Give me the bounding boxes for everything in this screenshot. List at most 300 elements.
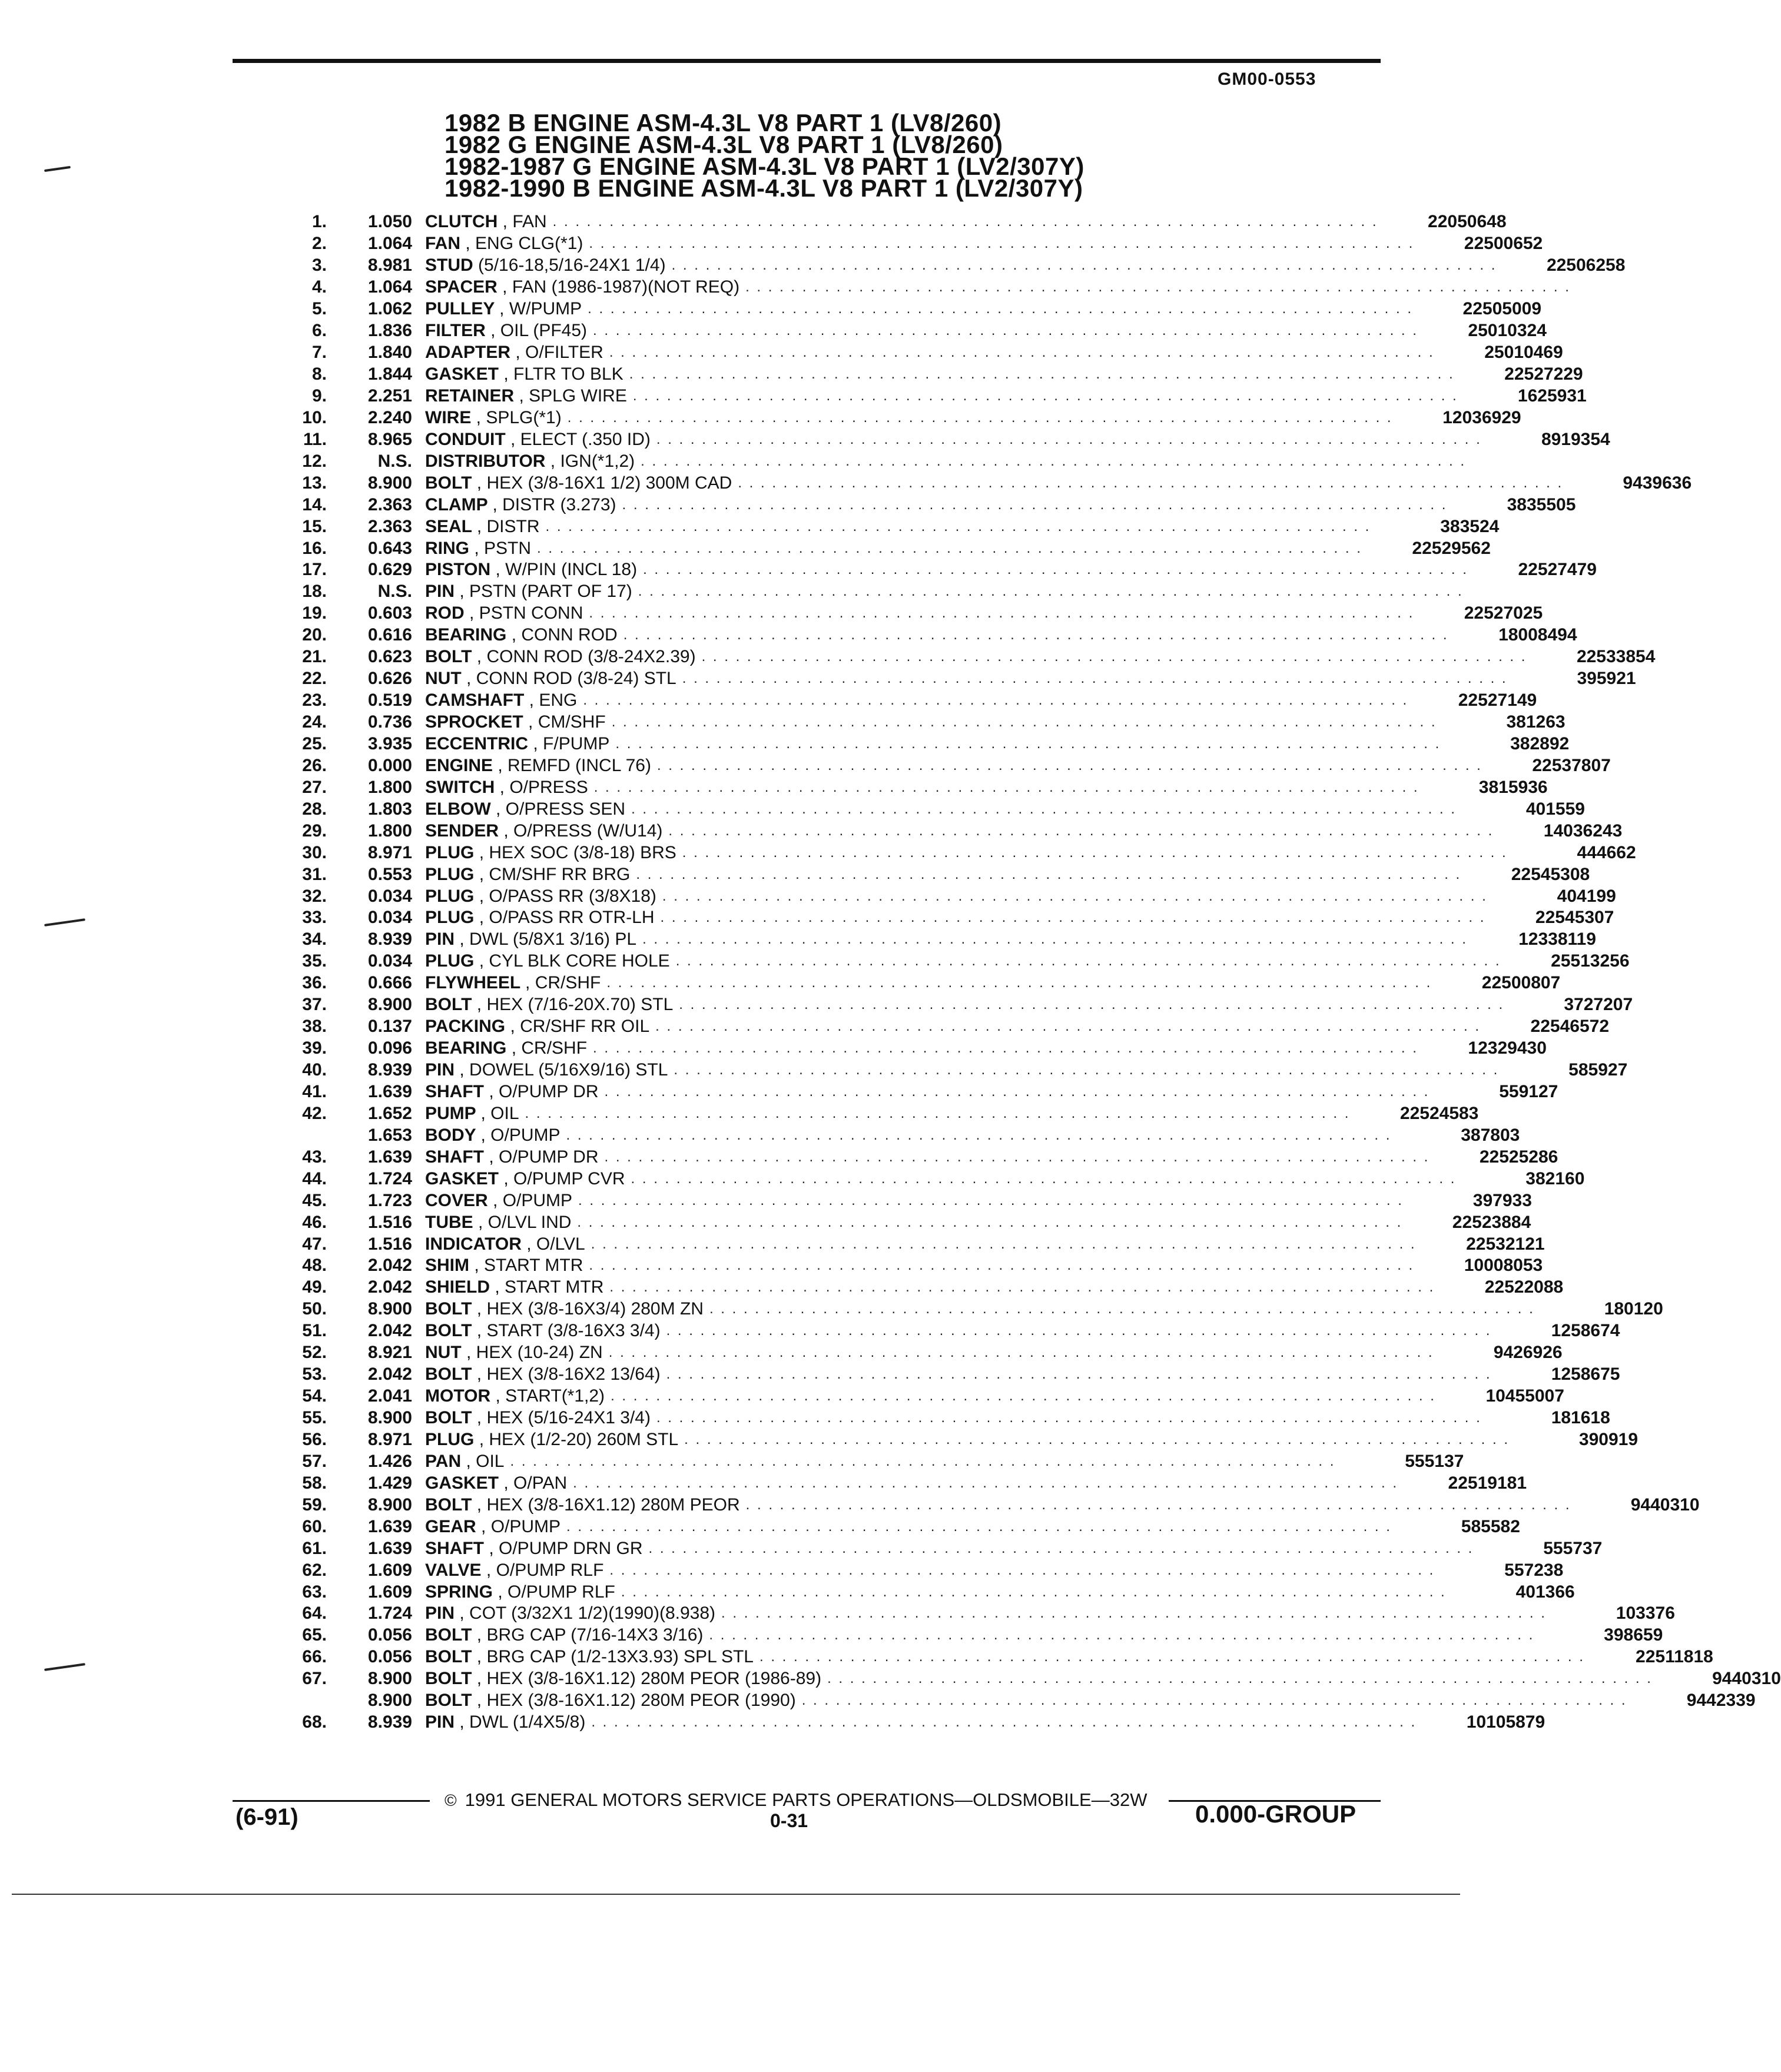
dot-leader: . . . . . . . . . . . . . . . . . . . . . . . . . . . . . . . . . . . . . . . . . . . . . . . . . . . . . . . . . . . . . . . . . . . . . . . . . (679, 997, 1505, 1013)
parts-row (259, 625, 1577, 646)
part-name: PLUG (425, 951, 475, 971)
part-number: 3727207 (1564, 995, 1633, 1015)
parts-row (259, 646, 1656, 668)
dot-leader: . . . . . . . . . . . . . . . . . . . . . . . . . . . . . . . . . . . . . . . . . . . . . . . . . . . . . . . . . . . . . . . . . . . . . . . . . (606, 975, 1432, 991)
part-number: 401559 (1525, 799, 1585, 819)
part-description (425, 1625, 703, 1645)
ref-number: 6. (311, 321, 327, 341)
group-number: 1.064 (367, 277, 412, 297)
part-description (425, 1603, 715, 1623)
ref-number: 51. (302, 1321, 327, 1341)
ref-number: 12. (302, 451, 327, 471)
group-number: 2.042 (367, 1364, 412, 1384)
page-title: 1982-1987 G ENGINE ASM-4.3L V8 PART 1 (LV2/307Y) (445, 152, 1084, 180)
part-name: GASKET (425, 1473, 499, 1493)
part-detail: , HEX (3/8-16X3/4) 280M ZN (476, 1299, 704, 1319)
part-number: 8919354 (1541, 429, 1610, 449)
group-number: 0.000 (367, 755, 412, 775)
group-number: 2.042 (367, 1256, 412, 1276)
part-number: 390919 (1578, 1429, 1639, 1449)
group-number: N.S. (377, 582, 412, 602)
ref-number: 25. (302, 733, 327, 753)
dot-leader: . . . . . . . . . . . . . . . . . . . . . . . . . . . . . . . . . . . . . . . . . . . . . . . . . . . . . . . . . . . . . . . . . . . . . . . . . (623, 627, 1449, 643)
part-name: PLUG (425, 908, 475, 928)
dot-leader: . . . . . . . . . . . . . . . . . . . . . . . . . . . . . . . . . . . . . . . . . . . . . . . . . . . . . . . . . . . . . . . . . . . . . . . . . (666, 1323, 1492, 1339)
dot-leader: . . . . . . . . . . . . . . . . . . . . . . . . . . . . . . . . . . . . . . . . . . . . . . . . . . . . . . . . . . . . . . . . . . . . . . . . . (545, 518, 1371, 534)
parts-row (259, 211, 1507, 233)
part-description (425, 821, 662, 841)
part-description (425, 1104, 519, 1124)
dot-leader: . . . . . . . . . . . . . . . . . . . . . . . . . . . . . . . . . . . . . . . . . . . . . . . . . . . . . . . . . . . . . . . . . . . . . . . . . (656, 757, 1482, 773)
parts-row (259, 407, 1521, 429)
parts-row (259, 1320, 1620, 1342)
group-number: 1.064 (367, 234, 412, 254)
ref-number: 53. (302, 1364, 327, 1384)
dot-leader: . . . . . . . . . . . . . . . . . . . . . . . . . . . . . . . . . . . . . . . . . . . . . . . . . . . . . . . . . . . . . . . . . . . . . . . . . (609, 1562, 1435, 1578)
part-number: 12329430 (1468, 1038, 1547, 1058)
part-number: 22527149 (1458, 690, 1537, 710)
part-number: 404199 (1557, 886, 1616, 906)
ref-number: 37. (302, 995, 327, 1015)
part-description (425, 603, 583, 623)
part-description (425, 1691, 796, 1711)
part-number: 181618 (1551, 1408, 1610, 1428)
group-number: 8.939 (367, 929, 412, 949)
group-number: 2.363 (367, 494, 412, 514)
part-number: 382160 (1525, 1168, 1585, 1188)
group-number: 1.836 (367, 321, 412, 341)
part-description (425, 1386, 605, 1406)
part-name: ECCENTRIC (425, 733, 529, 753)
scan-mark (44, 1663, 85, 1671)
part-description (425, 712, 606, 732)
group-number: 8.921 (367, 1343, 412, 1363)
part-name: GASKET (425, 364, 499, 384)
part-description (425, 1147, 598, 1167)
parts-row (259, 1277, 1564, 1299)
parts-row (259, 733, 1570, 755)
ref-number: 4. (311, 277, 327, 297)
part-description (425, 539, 531, 559)
dot-leader: . . . . . . . . . . . . . . . . . . . . . . . . . . . . . . . . . . . . . . . . . . . . . . . . . . . . . . . . . . . . . . . . . . . . . . . . . (589, 1257, 1415, 1274)
ref-number: 19. (302, 603, 327, 623)
part-detail: , O/PAN (503, 1473, 568, 1493)
part-name: BOLT (425, 1495, 472, 1515)
part-description (425, 1495, 740, 1515)
part-name: PULLEY (425, 299, 495, 319)
part-detail: , PSTN (474, 538, 532, 558)
parts-row (259, 1668, 1781, 1690)
dot-leader: . . . . . . . . . . . . . . . . . . . . . . . . . . . . . . . . . . . . . . . . . . . . . . . . . . . . . . . . . . . . . . . . . . . . . . . . . (642, 931, 1468, 948)
dot-leader: . . . . . . . . . . . . . . . . . . . . . . . . . . . . . . . . . . . . . . . . . . . . . . . . . . . . . . . . . . . . . . . . . . . . . . . . . (593, 1040, 1418, 1057)
part-number: 22519181 (1448, 1473, 1527, 1493)
part-detail: , OIL (466, 1451, 505, 1471)
part-name: COVER (425, 1190, 488, 1210)
ref-number: 22. (302, 669, 327, 689)
parts-row (259, 581, 1464, 603)
part-detail: , O/FILTER (515, 343, 603, 363)
parts-row (259, 1690, 1756, 1712)
parts-row (259, 386, 1587, 407)
group-number: 1.652 (367, 1103, 412, 1123)
part-name: PIN (425, 1060, 455, 1080)
part-number: 22545307 (1535, 908, 1614, 928)
dot-leader: . . . . . . . . . . . . . . . . . . . . . . . . . . . . . . . . . . . . . . . . . . . . . . . . . . . . . . . . . . . . . . . . . . . . . . . . . (552, 214, 1378, 230)
ref-number: 67. (302, 1669, 327, 1689)
part-description (425, 517, 539, 537)
part-description (425, 364, 623, 384)
part-detail: , DISTR (476, 516, 540, 536)
part-detail: , BRG CAP (7/16-14X3 3/16) (476, 1625, 704, 1645)
group-number: 2.251 (367, 386, 412, 406)
part-number: 22527479 (1518, 560, 1597, 580)
part-name: MOTOR (425, 1386, 491, 1406)
part-detail: , START (3/8-16X3 3/4) (476, 1321, 661, 1341)
parts-row (259, 864, 1590, 885)
part-detail: , BRG CAP (1/2-13X3.93) SPL STL (476, 1647, 754, 1667)
dot-leader: . . . . . . . . . . . . . . . . . . . . . . . . . . . . . . . . . . . . . . . . . . . . . . . . . . . . . . . . . . . . . . . . . . . . . . . . . (709, 1301, 1535, 1317)
parts-row (259, 537, 1491, 559)
ref-number: 32. (302, 886, 327, 906)
dot-leader: . . . . . . . . . . . . . . . . . . . . . . . . . . . . . . . . . . . . . . . . . . . . . . . . . . . . . . . . . . . . . . . . . . . . . . . . . (632, 387, 1458, 404)
parts-row (259, 1516, 1520, 1538)
dot-leader: . . . . . . . . . . . . . . . . . . . . . . . . . . . . . . . . . . . . . . . . . . . . . . . . . . . . . . . . . . . . . . . . . . . . . . . . . (666, 1366, 1492, 1383)
group-number: 0.643 (367, 538, 412, 558)
part-name: FAN (425, 234, 460, 254)
dot-leader: . . . . . . . . . . . . . . . . . . . . . . . . . . . . . . . . . . . . . . . . . . . . . . . . . . . . . . . . . . . . . . . . . . . . . . . . . (641, 453, 1467, 469)
part-name: ADAPTER (425, 343, 511, 363)
part-detail: , O/PASS RR OTR-LH (479, 908, 655, 928)
part-name: BEARING (425, 1038, 507, 1058)
dot-leader: . . . . . . . . . . . . . . . . . . . . . . . . . . . . . . . . . . . . . . . . . . . . . . . . . . . . . . . . . . . . . . . . . . . . . . . . . (662, 888, 1488, 904)
group-number: 1.516 (367, 1234, 412, 1254)
part-name: PLUG (425, 886, 475, 906)
dot-leader: . . . . . . . . . . . . . . . . . . . . . . . . . . . . . . . . . . . . . . . . . . . . . . . . . . . . . . . . . . . . . . . . . . . . . . . . . (609, 344, 1435, 361)
part-description (425, 865, 630, 885)
parts-row (259, 755, 1611, 776)
part-name: BOLT (425, 1364, 472, 1384)
dot-leader: . . . . . . . . . . . . . . . . . . . . . . . . . . . . . . . . . . . . . . . . . . . . . . . . . . . . . . . . . . . . . . . . . . . . . . . . . (621, 1583, 1447, 1600)
part-detail: , CONN ROD (3/8-24) STL (466, 669, 676, 689)
part-description (425, 408, 562, 428)
part-name: BEARING (425, 625, 507, 645)
part-detail: , DISTR (3.273) (492, 494, 616, 514)
part-name: SEAL (425, 516, 472, 536)
part-detail: , IGN(*1,2) (550, 451, 635, 471)
part-name: PUMP (425, 1103, 476, 1123)
part-number: 383524 (1440, 516, 1500, 536)
part-description (425, 669, 676, 689)
parts-row (259, 820, 1623, 842)
part-description (425, 1060, 668, 1080)
part-number: 585927 (1568, 1060, 1628, 1080)
part-detail: , CYL BLK CORE HOLE (479, 951, 670, 971)
part-description (425, 647, 696, 667)
ref-number: 11. (303, 429, 327, 449)
ref-number: 43. (302, 1147, 327, 1167)
scan-mark (44, 166, 71, 172)
part-description (425, 299, 582, 319)
part-name: BOLT (425, 1299, 472, 1319)
part-number: 18008494 (1498, 625, 1577, 645)
ref-number: 1. (311, 212, 327, 232)
ref-number: 49. (302, 1277, 327, 1297)
dot-leader: . . . . . . . . . . . . . . . . . . . . . . . . . . . . . . . . . . . . . . . . . . . . . . . . . . . . . . . . . . . . . . . . . . . . . . . . . (827, 1671, 1653, 1687)
ref-number: 24. (302, 712, 327, 732)
part-description (425, 1430, 678, 1450)
dot-leader: . . . . . . . . . . . . . . . . . . . . . . . . . . . . . . . . . . . . . . . . . . . . . . . . . . . . . . . . . . . . . . . . . . . . . . . . . (604, 1083, 1430, 1100)
ref-number: 26. (302, 755, 327, 775)
ref-number: 61. (302, 1538, 327, 1558)
dot-leader: . . . . . . . . . . . . . . . . . . . . . . . . . . . . . . . . . . . . . . . . . . . . . . . . . . . . . . . . . . . . . . . . . . . . . . . . . (648, 1540, 1474, 1556)
ref-number: 60. (302, 1516, 327, 1536)
part-number: 22050648 (1428, 212, 1507, 232)
part-description (425, 995, 673, 1015)
parts-row (259, 559, 1597, 581)
group-number: 2.042 (367, 1321, 412, 1341)
footer-group: 0.000-GROUP (1195, 1800, 1357, 1828)
ref-number: 58. (302, 1473, 327, 1493)
part-number: 10008053 (1464, 1256, 1543, 1276)
part-description (425, 1343, 603, 1363)
ref-number: 38. (302, 1017, 327, 1037)
dot-leader: . . . . . . . . . . . . . . . . . . . . . . . . . . . . . . . . . . . . . . . . . . . . . . . . . . . . . . . . . . . . . . . . . . . . . . . . . (591, 1236, 1417, 1252)
parts-row (259, 429, 1610, 450)
group-number: 1.723 (367, 1190, 412, 1210)
part-name: RING (425, 538, 469, 558)
part-name: SHIELD (425, 1277, 490, 1297)
page-titles (445, 109, 1084, 202)
parts-row (259, 1124, 1520, 1146)
part-name: SHAFT (425, 1081, 484, 1101)
dot-leader: . . . . . . . . . . . . . . . . . . . . . . . . . . . . . . . . . . . . . . . . . . . . . . . . . . . . . . . . . . . . . . . . . . . . . . . . . (709, 1627, 1535, 1643)
part-name: CONDUIT (425, 429, 506, 449)
part-description (425, 799, 625, 819)
group-number: 0.616 (367, 625, 412, 645)
parts-row (259, 450, 1467, 472)
group-number: 0.034 (367, 951, 412, 971)
dot-leader: . . . . . . . . . . . . . . . . . . . . . . . . . . . . . . . . . . . . . . . . . . . . . . . . . . . . . . . . . . . . . . . . . . . . . . . . . (656, 1410, 1482, 1426)
group-number: 8.900 (367, 1669, 412, 1689)
dot-leader: . . . . . . . . . . . . . . . . . . . . . . . . . . . . . . . . . . . . . . . . . . . . . . . . . . . . . . . . . . . . . . . . . . . . . . . . . (577, 1214, 1403, 1230)
dot-leader: . . . . . . . . . . . . . . . . . . . . . . . . . . . . . . . . . . . . . . . . . . . . . . . . . . . . . . . . . . . . . . . . . . . . . . . . . (591, 1714, 1417, 1731)
footer-copyright (445, 1789, 1147, 1811)
dot-leader: . . . . . . . . . . . . . . . . . . . . . . . . . . . . . . . . . . . . . . . . . . . . . . . . . . . . . . . . . . . . . . . . . . . . . . . . . (588, 301, 1414, 317)
part-number: 25513256 (1551, 951, 1630, 971)
page-title: 1982 B ENGINE ASM-4.3L V8 PART 1 (LV8/260) (445, 109, 1002, 137)
ref-number: 30. (302, 842, 327, 862)
group-number: 1.639 (367, 1081, 412, 1101)
part-description (425, 1082, 598, 1102)
part-detail: , DWL (1/4X5/8) (459, 1712, 586, 1732)
ref-number: 57. (302, 1451, 327, 1471)
part-name: PIN (425, 929, 455, 949)
group-number: 8.900 (367, 1691, 412, 1711)
parts-row (259, 1342, 1563, 1364)
parts-row (259, 712, 1566, 733)
part-number: 398659 (1604, 1625, 1663, 1645)
part-detail: , ENG CLG(*1) (465, 234, 583, 254)
dot-leader: . . . . . . . . . . . . . . . . . . . . . . . . . . . . . . . . . . . . . . . . . . . . . . . . . . . . . . . . . . . . . . . . . . . . . . . . . (668, 822, 1494, 839)
part-detail: , O/PUMP (480, 1125, 560, 1145)
parts-row (259, 603, 1543, 625)
dot-leader: . . . . . . . . . . . . . . . . . . . . . . . . . . . . . . . . . . . . . . . . . . . . . . . . . . . . . . . . . . . . . . . . . . . . . . . . . (643, 562, 1468, 578)
part-name: DISTRIBUTOR (425, 451, 546, 471)
dot-leader: . . . . . . . . . . . . . . . . . . . . . . . . . . . . . . . . . . . . . . . . . . . . . . . . . . . . . . . . . . . . . . . . . . . . . . . . . (674, 1062, 1500, 1078)
part-number: 12036929 (1442, 407, 1521, 427)
part-detail: , HEX (7/16-20X.70) STL (476, 995, 674, 1015)
group-number: 2.042 (367, 1277, 412, 1297)
part-number: 9440310 (1712, 1669, 1781, 1689)
part-description (425, 1408, 651, 1428)
dot-leader: . . . . . . . . . . . . . . . . . . . . . . . . . . . . . . . . . . . . . . . . . . . . . . . . . . . . . . . . . . . . . . . . . . . . . . . . . (611, 714, 1437, 730)
part-name: VALVE (425, 1560, 482, 1580)
part-description (425, 582, 632, 602)
part-name: PAN (425, 1451, 462, 1471)
group-number: 0.034 (367, 908, 412, 928)
ref-number: 27. (302, 777, 327, 797)
dot-leader: . . . . . . . . . . . . . . . . . . . . . . . . . . . . . . . . . . . . . . . . . . . . . . . . . . . . . . . . . . . . . . . . . . . . . . . . . (566, 1127, 1392, 1143)
parts-row (259, 472, 1692, 494)
parts-row (259, 494, 1576, 516)
parts-row (259, 1538, 1603, 1559)
group-number: 0.623 (367, 647, 412, 667)
group-number: 1.844 (367, 364, 412, 384)
ref-number: 63. (302, 1582, 327, 1602)
group-number: 8.971 (367, 842, 412, 862)
part-description (425, 495, 616, 515)
ref-number: 2. (311, 234, 327, 254)
part-detail: , HEX (3/8-16X2 13/64) (476, 1364, 661, 1384)
ref-number: 47. (302, 1234, 327, 1254)
part-number: 22532121 (1466, 1234, 1545, 1254)
part-name: ENGINE (425, 755, 493, 775)
parts-row (259, 972, 1561, 994)
part-name: ELBOW (425, 799, 491, 819)
part-description (425, 843, 676, 863)
group-number: 8.900 (367, 1299, 412, 1319)
parts-row (259, 690, 1537, 712)
ref-number: 55. (302, 1408, 327, 1428)
ref-number: 34. (302, 929, 327, 949)
part-detail: , O/PUMP RLF (498, 1582, 615, 1602)
part-name: PISTON (425, 560, 491, 580)
group-number: 8.900 (367, 473, 412, 493)
ref-number: 64. (302, 1603, 327, 1623)
part-number: 9439636 (1623, 473, 1692, 493)
parts-row (259, 1364, 1620, 1386)
part-number: 22524583 (1399, 1103, 1479, 1123)
part-number: 1258675 (1551, 1364, 1620, 1384)
parts-row (259, 516, 1500, 537)
part-name: BOLT (425, 1691, 472, 1711)
part-description (425, 277, 739, 297)
dot-leader: . . . . . . . . . . . . . . . . . . . . . . . . . . . . . . . . . . . . . . . . . . . . . . . . . . . . . . . . . . . . . . . . . . . . . . . . . (660, 909, 1486, 926)
part-number: 25010469 (1484, 343, 1563, 363)
parts-row (259, 929, 1596, 951)
part-name: BOLT (425, 473, 472, 493)
parts-row (259, 1060, 1628, 1081)
ref-number: 65. (302, 1625, 327, 1645)
part-number: 559127 (1499, 1081, 1558, 1101)
part-description (425, 1125, 560, 1145)
ref-number: 17. (302, 560, 327, 580)
parts-row (259, 1450, 1464, 1472)
part-description (425, 343, 603, 363)
page-title: 1982-1990 B ENGINE ASM-4.3L V8 PART 1 (LV2/307Y) (445, 174, 1083, 202)
parts-row (259, 1255, 1543, 1277)
parts-row (259, 798, 1585, 820)
part-name: RETAINER (425, 386, 515, 406)
bottom-rule (12, 1894, 1460, 1895)
group-number: 2.363 (367, 516, 412, 536)
dot-leader: . . . . . . . . . . . . . . . . . . . . . . . . . . . . . . . . . . . . . . . . . . . . . . . . . . . . . . . . . . . . . . . . . . . . . . . . . (682, 844, 1508, 861)
part-detail: , O/PRESS (499, 777, 588, 797)
ref-number: 40. (302, 1060, 327, 1080)
dot-leader: . . . . . . . . . . . . . . . . . . . . . . . . . . . . . . . . . . . . . . . . . . . . . . . . . . . . . . . . . . . . . . . . . . . . . . . . . (671, 257, 1497, 274)
part-detail: , COT (3/32X1 1/2)(1990)(8.938) (459, 1603, 716, 1623)
part-number: 9426926 (1493, 1343, 1563, 1363)
dot-leader: . . . . . . . . . . . . . . . . . . . . . . . . . . . . . . . . . . . . . . . . . . . . . . . . . . . . . . . . . . . . . . . . . . . . . . . . . (745, 1496, 1571, 1513)
part-name: BOLT (425, 995, 472, 1015)
part-detail: , HEX (3/8-16X1.12) 280M PEOR (476, 1495, 740, 1515)
ref-number: 56. (302, 1429, 327, 1449)
part-number: 22523884 (1452, 1212, 1531, 1232)
part-detail: , ENG (529, 690, 578, 710)
parts-row (259, 255, 1626, 277)
parts-row (259, 1211, 1531, 1233)
part-description (425, 1299, 704, 1319)
group-number: 0.736 (367, 712, 412, 732)
parts-row (259, 1559, 1564, 1581)
part-detail: , O/PUMP DR (489, 1147, 599, 1167)
page-number: 0-31 (770, 1810, 808, 1831)
parts-row (259, 1190, 1532, 1211)
dot-leader: . . . . . . . . . . . . . . . . . . . . . . . . . . . . . . . . . . . . . . . . . . . . . . . . . . . . . . . . . . . . . . . . . . . . . . . . . (636, 866, 1462, 882)
part-name: WIRE (425, 407, 472, 427)
part-detail: , DWL (5/8X1 3/16) PL (459, 929, 637, 949)
part-description (425, 1017, 649, 1037)
group-number: 1.639 (367, 1538, 412, 1558)
part-description (425, 1234, 585, 1254)
part-number: 9442339 (1686, 1691, 1756, 1711)
part-description (425, 1712, 585, 1732)
parts-row (259, 1407, 1610, 1429)
part-detail: , CONN ROD (511, 625, 618, 645)
parts-row (259, 842, 1636, 864)
group-number: 0.603 (367, 603, 412, 623)
part-name: SENDER (425, 821, 499, 841)
part-description (425, 908, 655, 928)
dot-leader: . . . . . . . . . . . . . . . . . . . . . . . . . . . . . . . . . . . . . . . . . . . . . . . . . . . . . . . . . . . . . . . . . . . . . . . . . (578, 1192, 1404, 1208)
group-number: 0.137 (367, 1017, 412, 1037)
ref-number: 48. (302, 1256, 327, 1276)
part-detail: , START MTR (495, 1277, 604, 1297)
part-number: 387803 (1461, 1125, 1520, 1145)
dot-leader: . . . . . . . . . . . . . . . . . . . . . . . . . . . . . . . . . . . . . . . . . . . . . . . . . . . . . . . . . . . . . . . . . . . . . . . . . (622, 496, 1448, 513)
parts-row (259, 1081, 1558, 1103)
part-number: 22525286 (1479, 1147, 1558, 1167)
part-name: FILTER (425, 321, 486, 341)
part-name: BOLT (425, 1647, 472, 1667)
parts-row (259, 1016, 1610, 1038)
ref-number: 5. (311, 299, 327, 319)
part-description (425, 473, 732, 493)
part-number: 397933 (1472, 1190, 1532, 1210)
part-detail: , SPLG WIRE (519, 386, 627, 406)
ref-number: 8. (311, 364, 327, 384)
part-number: 1625931 (1517, 386, 1587, 406)
